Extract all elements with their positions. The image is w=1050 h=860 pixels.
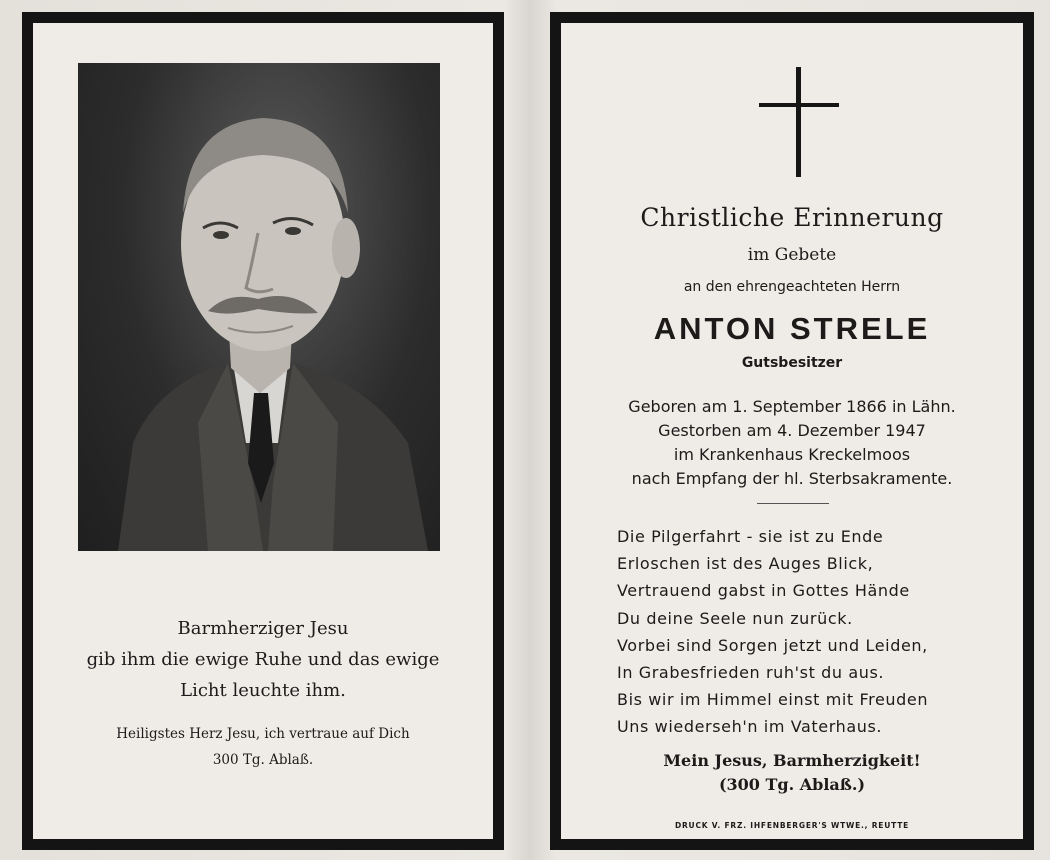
indulgence-text: 300 Tg. Ablaß. xyxy=(212,752,314,768)
portrait-illustration xyxy=(78,63,440,551)
poem-line: Erloschen ist des Auges Blick, xyxy=(617,554,874,574)
card-title: Christliche Erinnerung xyxy=(640,203,944,232)
bio-line: Gestorben am 4. Dezember 1947 xyxy=(658,421,926,440)
prayer-verse xyxy=(33,613,493,706)
invocation-block xyxy=(33,721,493,773)
cross-icon xyxy=(759,67,839,179)
right-panel xyxy=(550,12,1034,850)
poem-line: In Grabesfrieden ruh'st du aus. xyxy=(617,663,885,683)
closing-line: Mein Jesus, Barmherzigkeit! xyxy=(663,751,921,770)
intro-line: an den ehrengeachteten Herrn xyxy=(683,279,901,295)
poem-line: Bis wir im Himmel einst mit Freuden xyxy=(617,690,929,710)
closing-prayer xyxy=(561,749,1023,797)
prayer-line: Licht leuchte ihm. xyxy=(180,680,346,701)
divider xyxy=(757,503,829,504)
portrait-photo xyxy=(78,63,440,551)
bio-line: im Krankenhaus Kreckelmoos xyxy=(673,445,911,464)
printer-imprint: DRUCK V. FRZ. IHFENBERGER'S WTWE., REUTTE xyxy=(674,821,910,830)
deceased-name: ANTON STRELE xyxy=(653,311,931,346)
occupation: Gutsbesitzer xyxy=(741,355,843,371)
invocation-text: Heiligstes Herz Jesu, ich vertraue auf Dich xyxy=(116,726,410,742)
prayer-line: Barmherziger Jesu xyxy=(177,618,349,639)
poem-line: Die Pilgerfahrt - sie ist zu Ende xyxy=(617,527,884,546)
left-panel xyxy=(22,12,504,850)
poem xyxy=(617,523,928,741)
closing-line: (300 Tg. Ablaß.) xyxy=(718,775,866,794)
poem-line: Vertrauend gabst in Gottes Hände xyxy=(617,581,910,601)
poem-line: Du deine Seele nun zurück. xyxy=(617,608,853,628)
biography xyxy=(561,395,1023,491)
poem-line: Uns wiederseh'n im Vaterhaus. xyxy=(617,717,883,737)
prayer-line: gib ihm die ewige Ruhe und das ewige xyxy=(86,649,440,670)
card-subtitle: im Gebete xyxy=(747,245,837,265)
bio-line: Geboren am 1. September 1866 in Lähn. xyxy=(628,397,956,416)
bio-line: nach Empfang der hl. Sterbsakramente. xyxy=(631,469,953,488)
poem-line: Vorbei sind Sorgen jetzt und Leiden, xyxy=(617,635,928,655)
